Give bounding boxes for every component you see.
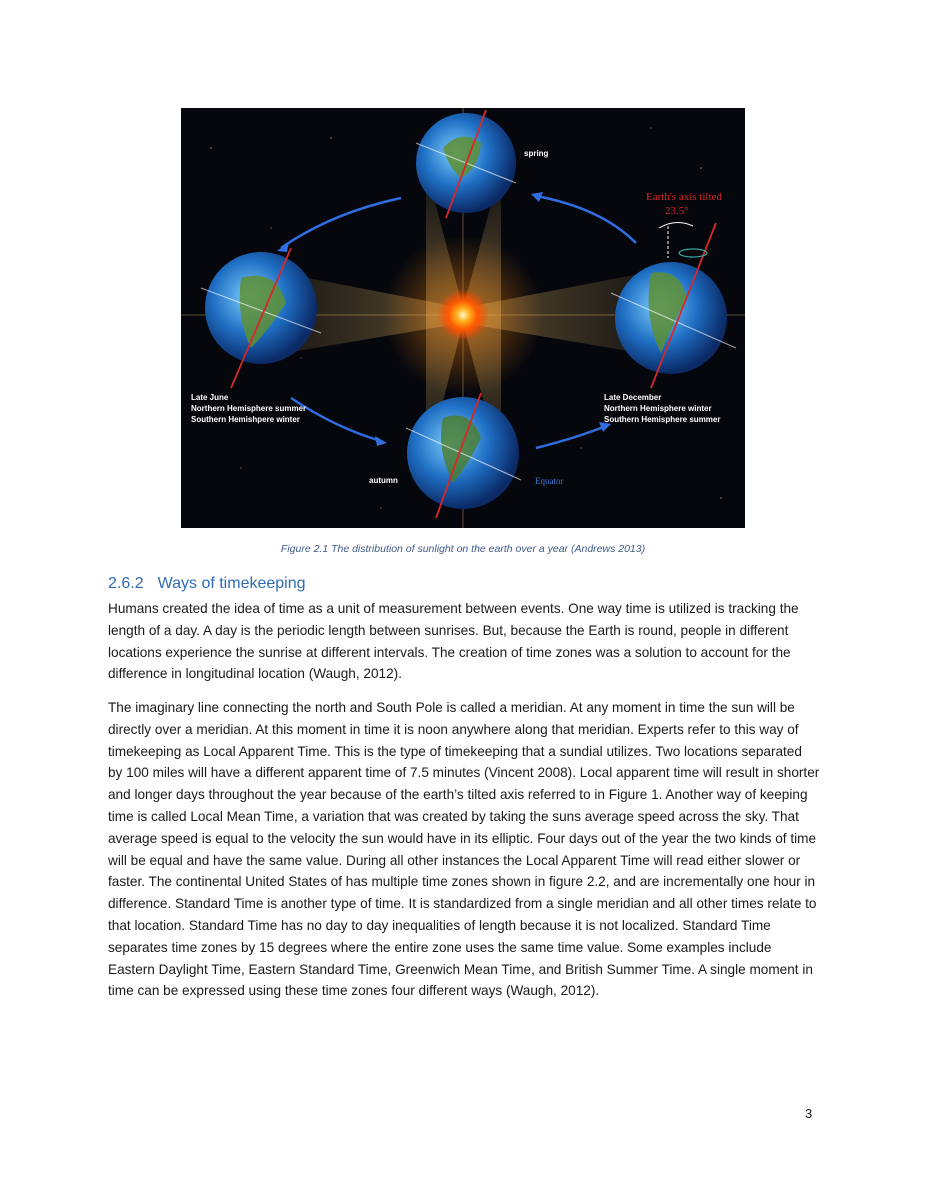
label-autumn: autumn (369, 476, 398, 485)
paragraph-2: The imaginary line connecting the north and South Pole is called a meridian. At any moment in time the sun will be directly over a meridian. At this moment in time it is noon anywhere along that meridian. Experts refer to this way of timekeeping as Local Apparent Time. This is the type of timekeeping that a sundial utilizes. Two locations separated by 100 miles will have a different apparent time of 7.5 minutes (Vincent 2008). Local apparent time will result in shorter and longer days throughout the year because of the earth’s tilted axis referred to in Figure 1. Another way of keeping time is called Local Mean Time, a variation that was created by taking the suns average speed across the sky. That average speed is equal to the velocity the sun would have in its elliptic. Four days out of the year the two kinds of time will be equal and have the same value. During all other instances the Local Apparent Time will read either slower or faster. The continental United States of has multiple time zones shown in figure 2.2, and are incrementally one hour in difference. Standard Time is another type of time. It is standardized from a single meridian and all other times relate to that location. Standard Time has no day to day inequalities of length because it is not localized. Standard Time separates time zones by 15 degrees where the entire zone uses the same time value. Some examples include Eastern Daylight Time, Eastern Standard Time, Greenwich Mean Time, and British Summer Time. A single moment in time can be expressed using these time zones four different ways (Waugh, 2012). (108, 700, 820, 999)
label-june-1: Late June (191, 393, 229, 402)
label-december-2: Northern Hemisphere winter (604, 404, 712, 413)
label-equator: Equator (535, 476, 564, 486)
paragraph-1: Humans created the idea of time as a unit of measurement between events. One way time is utilized is tracking the length of a day. A day is the periodic length between sunrises. But, because the Earth is round, people in different locations experience the sunrise at different intervals. The creation of time zones was a solution to account for the difference in longitudinal location (Waugh, 2012). (108, 601, 799, 682)
seasons-figure (181, 108, 745, 528)
label-december-1: Late December (604, 393, 662, 402)
label-december-3: Southern Hemisphere summer (604, 415, 721, 424)
page-number: 3 (805, 1106, 813, 1121)
label-june-3: Southern Hemishpere winter (191, 415, 300, 424)
earth-december (611, 223, 736, 388)
earth-autumn (406, 393, 521, 518)
section-number: 2.6.2 (108, 575, 144, 592)
section-title: Ways of timekeeping (157, 575, 306, 592)
label-june-2: Northern Hemisphere summer (191, 404, 307, 413)
label-spring: spring (524, 149, 549, 158)
section-heading (108, 575, 306, 593)
label-axis-angle: 23.5° (665, 205, 689, 217)
sun (437, 289, 489, 341)
figure-caption: Figure 2.1 The distribution of sunlight on the earth over a year (Andrews 2013) (280, 543, 646, 555)
label-axis-tilted: Earth's axis tilted (646, 191, 722, 203)
earth-june (201, 248, 321, 388)
